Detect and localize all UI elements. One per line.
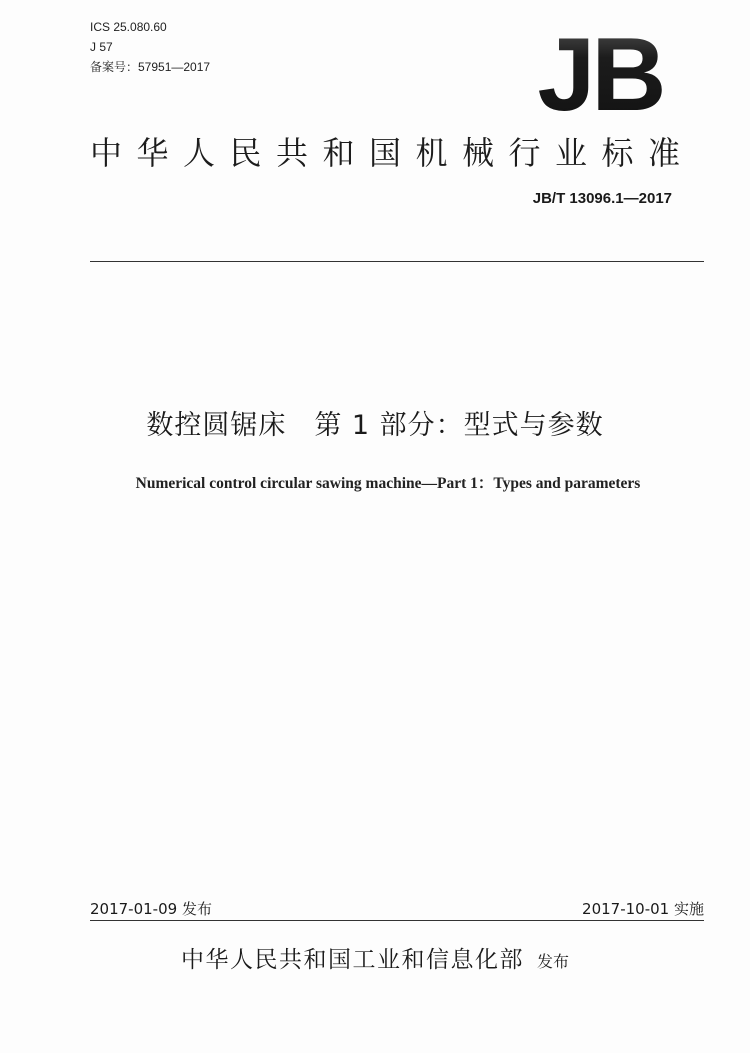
- standard-number: JB/T 13096.1—2017: [532, 190, 672, 207]
- document-title-english: Numerical control circular sawing machine—Part 1：Types and parameters: [135, 475, 641, 492]
- record-number: 备案号：57951—2017: [90, 60, 211, 74]
- ccs-code: J 57: [90, 40, 113, 54]
- jb-logo-text: JB: [537, 24, 663, 116]
- implementation-date: 2017-10-01 实施: [582, 900, 704, 918]
- issue-date: 2017-01-09 发布: [90, 900, 212, 918]
- publisher-verb: 发布: [537, 952, 570, 971]
- footer-divider: [90, 920, 704, 921]
- header-divider: [90, 261, 704, 262]
- publisher-line: [0, 941, 750, 974]
- classification-block: [90, 17, 210, 77]
- jb-logo: [530, 24, 670, 116]
- ministry-standard-title: 中华人民共和国机械行业标准: [90, 134, 695, 172]
- ics-code: ICS 25.080.60: [90, 20, 167, 34]
- document-title-chinese: 数控圆锯床 第 1 部分：型式与参数: [146, 410, 604, 441]
- publisher-organization: 中华人民共和国工业和信息化部: [180, 947, 524, 973]
